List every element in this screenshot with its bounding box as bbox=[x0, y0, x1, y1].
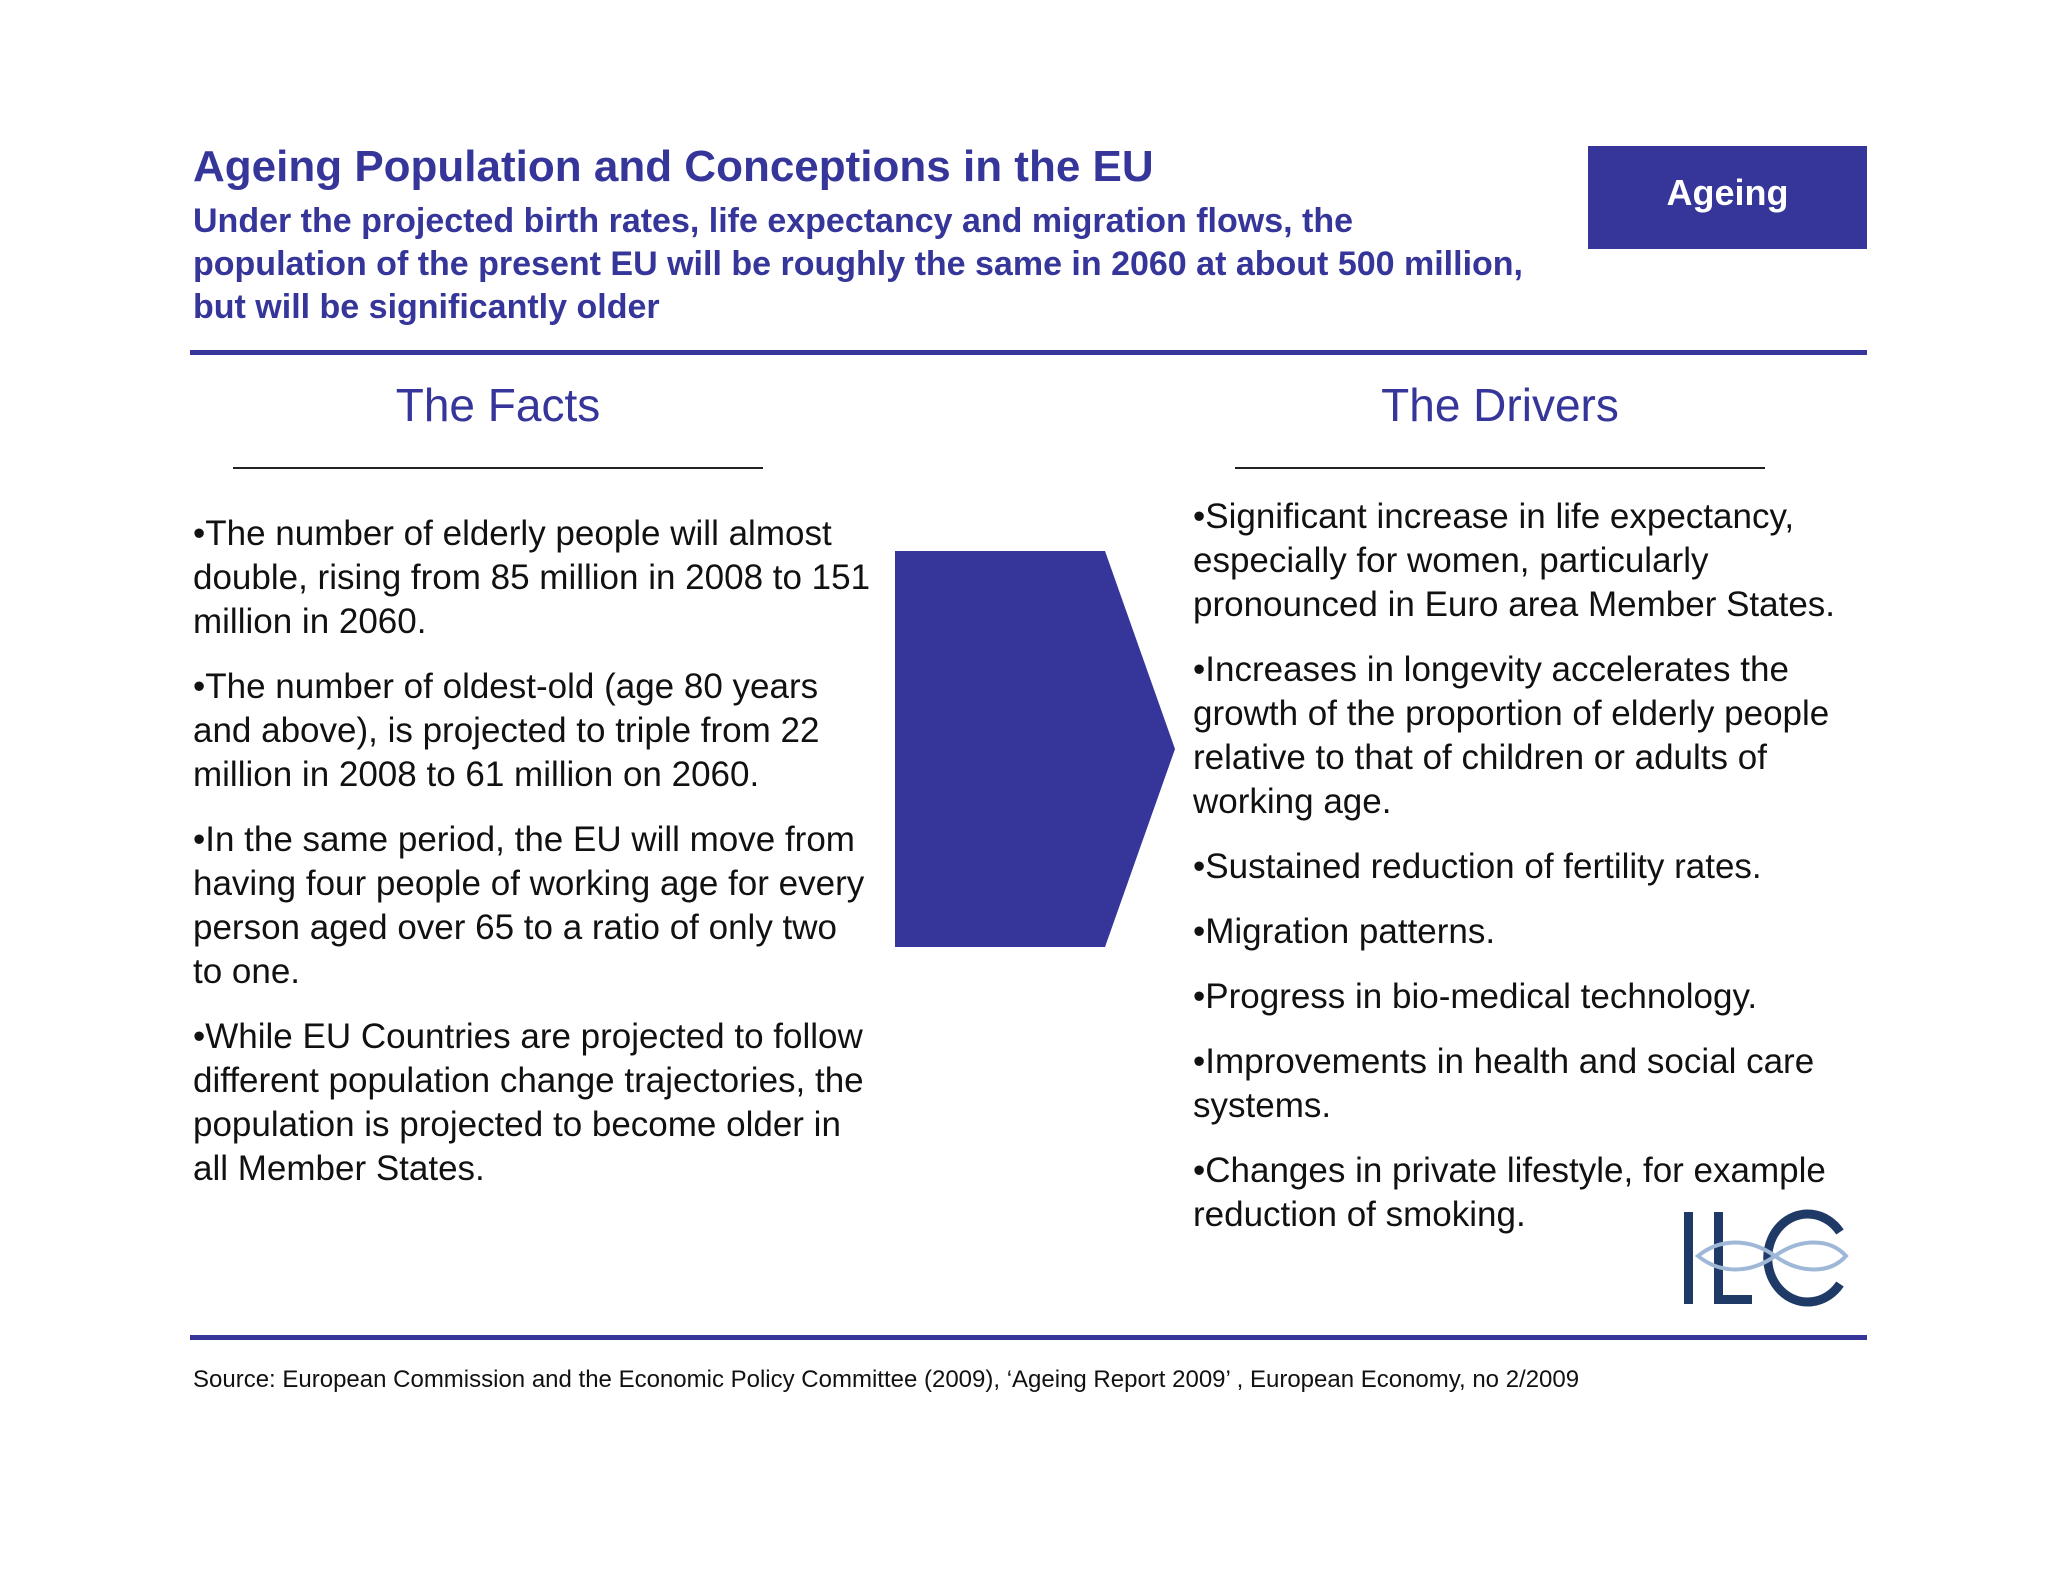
drivers-list-item: •Sustained reduction of fertility rates. bbox=[1193, 847, 1762, 886]
drivers-list-item: •Significant increase in life expectancy, especially for women, particularly pronounced in Euro area Member States. bbox=[1193, 497, 1836, 624]
facts-list-item: •In the same period, the EU will move from having four people of working age for every person aged over 65 to a ratio of only two to one. bbox=[193, 820, 865, 991]
ilc-logo-icon bbox=[1680, 1208, 1850, 1308]
facts-heading: The Facts bbox=[395, 379, 601, 431]
footer-rule bbox=[190, 1335, 1867, 1340]
drivers-heading: The Drivers bbox=[1381, 379, 1619, 431]
page-title: Ageing Population and Conceptions in the EU bbox=[193, 142, 1154, 191]
source-citation: Source: European Commission and the Economic Policy Committee (2009), ‘Ageing Report 2009’ , European Economy, no 2/2009 bbox=[193, 1366, 1580, 1393]
header-rule bbox=[190, 350, 1867, 355]
drivers-list-item: •Changes in private lifestyle, for example reduction of smoking. bbox=[1193, 1151, 1826, 1234]
facts-list-item: •The number of oldest-old (age 80 years and above), is projected to triple from 22 million in 2008 to 61 million on 2060. bbox=[193, 667, 820, 794]
facts-heading-underline bbox=[233, 467, 763, 469]
ageing-tag: Ageing bbox=[1588, 146, 1867, 249]
facts-list-item: •The number of elderly people will almost double, rising from 85 million in 2008 to 151 million in 2060. bbox=[193, 514, 871, 641]
facts-list bbox=[193, 512, 873, 1212]
drivers-heading-underline bbox=[1235, 467, 1765, 469]
drivers-list-item: •Migration patterns. bbox=[1193, 912, 1496, 951]
page-subtitle: Under the projected birth rates, life expectancy and migration flows, the population of the present EU will be roughly the same in 2060 at about 500 million, but will be significantly older bbox=[193, 202, 1524, 326]
chevron-arrow-icon bbox=[895, 551, 1175, 947]
drivers-list-item: •Improvements in health and social care systems. bbox=[1193, 1042, 1815, 1125]
drivers-list-item: •Increases in longevity accelerates the growth of the proportion of elderly people relative to that of children or adults of working age. bbox=[1193, 650, 1830, 821]
drivers-list-item: •Progress in bio-medical technology. bbox=[1193, 977, 1758, 1016]
drivers-list bbox=[1193, 495, 1893, 1258]
facts-list-item: •While EU Countries are projected to follow different population change trajectories, the population is projected to become older in all Member States. bbox=[193, 1017, 864, 1188]
